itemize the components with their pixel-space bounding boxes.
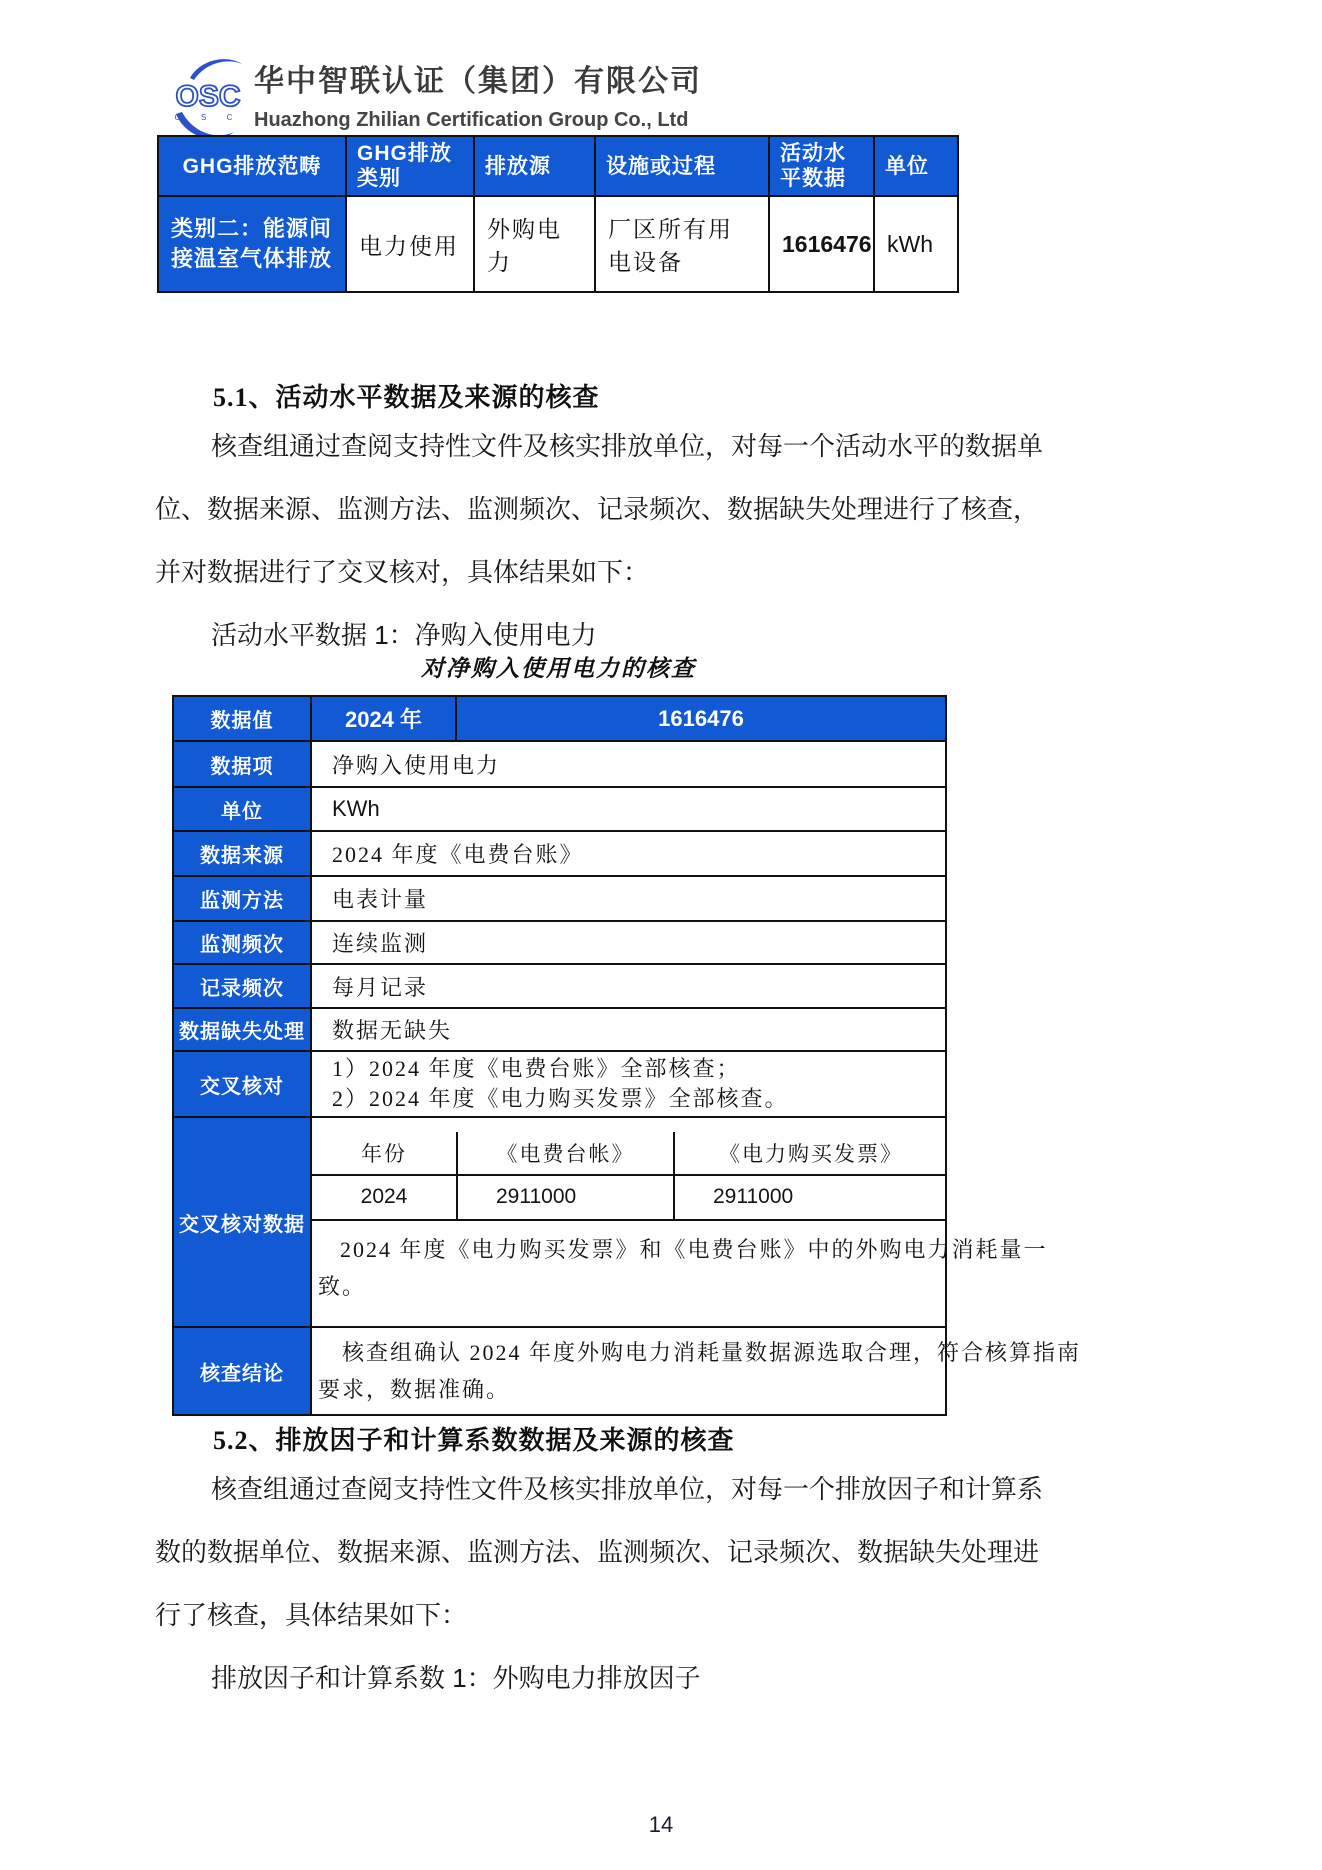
cross-check-line: 1）2024 年度《电费台账》全部核查；: [332, 1056, 741, 1081]
paragraph-line: 核查组通过查阅支持性文件及核实排放单位，对每一个排放因子和计算系: [211, 1474, 1044, 1504]
ghg-emission-table: [157, 135, 959, 293]
row-label: 监测频次: [173, 921, 311, 964]
table-row: [173, 1327, 946, 1415]
nested-header-ledger: 《电费台帐》: [457, 1132, 674, 1175]
row-value: 2024 年度《电费台账》: [311, 831, 946, 876]
nested-year-value: 2024: [312, 1175, 457, 1220]
company-name-en: Huazhong Zhilian Certification Group Co., Ltd: [254, 109, 689, 131]
cross-check-data-label: 交叉核对数据: [173, 1117, 311, 1327]
table-row: [173, 831, 946, 876]
table-row: [173, 921, 946, 964]
row-value: 连续监测: [311, 921, 946, 964]
conclusion-label: 核查结论: [173, 1327, 311, 1415]
table-row: [173, 1117, 946, 1327]
nested-ledger-value: 2911000: [457, 1175, 674, 1220]
row-label: 数据来源: [173, 831, 311, 876]
ghg-header-activity: 活动水平数据: [769, 136, 874, 196]
table-row: [173, 696, 946, 741]
ghg-header-facility: 设施或过程: [595, 136, 769, 196]
row-value: 每月记录: [311, 964, 946, 1008]
nested-header-row: [312, 1132, 947, 1175]
nested-header-invoice: 《电力购买发票》: [674, 1132, 947, 1175]
ghg-header-source: 排放源: [474, 136, 595, 196]
ghg-source-cell: 外购电力: [474, 196, 595, 292]
conclusion-line: 核查组确认 2024 年度外购电力消耗量数据源选取合理，符合核算指南: [342, 1340, 1082, 1365]
conclusion-line: 要求，数据准确。: [318, 1377, 511, 1402]
data-value-label: 数据值: [173, 696, 311, 741]
conclusion-text: [312, 1328, 1082, 1414]
cross-check-note-line: 2024 年度《电力购买发票》和《电费台账》中的外购电力消耗量一: [340, 1236, 1048, 1262]
row-label: 记录频次: [173, 964, 311, 1008]
nested-invoice-value: 2911000: [674, 1175, 947, 1220]
verification-table: [172, 695, 1082, 1416]
row-label: 数据缺失处理: [173, 1008, 311, 1051]
cross-check-note: [312, 1221, 1048, 1313]
data-value-year: 2024 年: [311, 696, 456, 741]
ghg-header-unit: 单位: [874, 136, 958, 196]
ghg-unit-cell: kWh: [874, 196, 958, 292]
logo-subtext: O S C: [174, 113, 242, 122]
activity-data-label: 活动水平数据 1：净购入使用电力: [211, 620, 597, 650]
paragraph-line: 并对数据进行了交叉核对，具体结果如下：: [155, 557, 650, 587]
ghg-header-scope: GHG排放范畴: [158, 136, 346, 196]
row-label: 数据项: [173, 741, 311, 787]
cross-check-line: 2）2024 年度《电力购买发票》全部核查。: [332, 1086, 789, 1111]
company-names: [254, 56, 702, 132]
row-label: 监测方法: [173, 876, 311, 921]
section-5-2-paragraph: [155, 1458, 1044, 1710]
page-number: 14: [648, 1812, 674, 1837]
paragraph-line: 核查组通过查阅支持性文件及核实排放单位，对每一个活动水平的数据单: [211, 431, 1044, 461]
paragraph-line: 位、数据来源、监测方法、监测频次、记录频次、数据缺失处理进行了核查，: [155, 494, 1040, 524]
nested-header-year: 年份: [312, 1132, 457, 1175]
table-row: [173, 787, 946, 831]
paragraph-line: 数的数据单位、数据来源、监测方法、监测频次、记录频次、数据缺失处理进: [155, 1537, 1040, 1567]
table-row: [173, 741, 946, 787]
ghg-scope-cell: 类别二：能源间接温室气体排放: [158, 196, 346, 292]
row-label: 单位: [173, 787, 311, 831]
ghg-table-header-row: [158, 136, 958, 196]
data-value-amount: 1616476: [456, 696, 946, 741]
cross-check-data-cell: [311, 1117, 1048, 1327]
paragraph-line: 行了核查，具体结果如下：: [155, 1600, 468, 1630]
ghg-category-cell: 电力使用: [346, 196, 474, 292]
table-row: [173, 876, 946, 921]
logo-text: OSC: [175, 80, 241, 113]
ghg-header-category: GHG排放类别: [346, 136, 474, 196]
nested-value-row: [312, 1175, 947, 1220]
section-5-1-title: 5.1、活动水平数据及来源的核查: [213, 383, 600, 412]
emission-factor-label: 排放因子和计算系数 1：外购电力排放因子: [211, 1663, 701, 1693]
ghg-table-data-row: [158, 196, 958, 292]
ghg-facility-cell: 厂区所有用电设备: [595, 196, 769, 292]
cross-check-note-line: 致。: [318, 1273, 367, 1299]
row-value: 数据无缺失: [311, 1008, 946, 1051]
table-row: [173, 1051, 946, 1117]
row-value: 净购入使用电力: [311, 741, 946, 787]
conclusion-cell: [311, 1327, 1082, 1415]
table-row: [173, 1008, 946, 1051]
company-name-cn: 华中智联认证（集团）有限公司: [254, 65, 702, 98]
logo-top-swoosh-icon: [190, 59, 242, 80]
company-logo-icon: [168, 54, 250, 144]
cross-check-label: 交叉核对: [173, 1051, 311, 1117]
cross-check-value: [311, 1051, 946, 1117]
table-row: [173, 964, 946, 1008]
row-value: 电表计量: [311, 876, 946, 921]
ghg-activity-data-cell: 1616476: [769, 196, 874, 292]
section-5-2-title: 5.2、排放因子和计算系数数据及来源的核查: [213, 1426, 735, 1455]
verify-table-caption: 对净购入使用电力的核查: [421, 656, 696, 681]
cross-check-data-table: [312, 1132, 947, 1221]
section-5-1-paragraph: [155, 415, 1044, 667]
row-value: KWh: [311, 787, 946, 831]
